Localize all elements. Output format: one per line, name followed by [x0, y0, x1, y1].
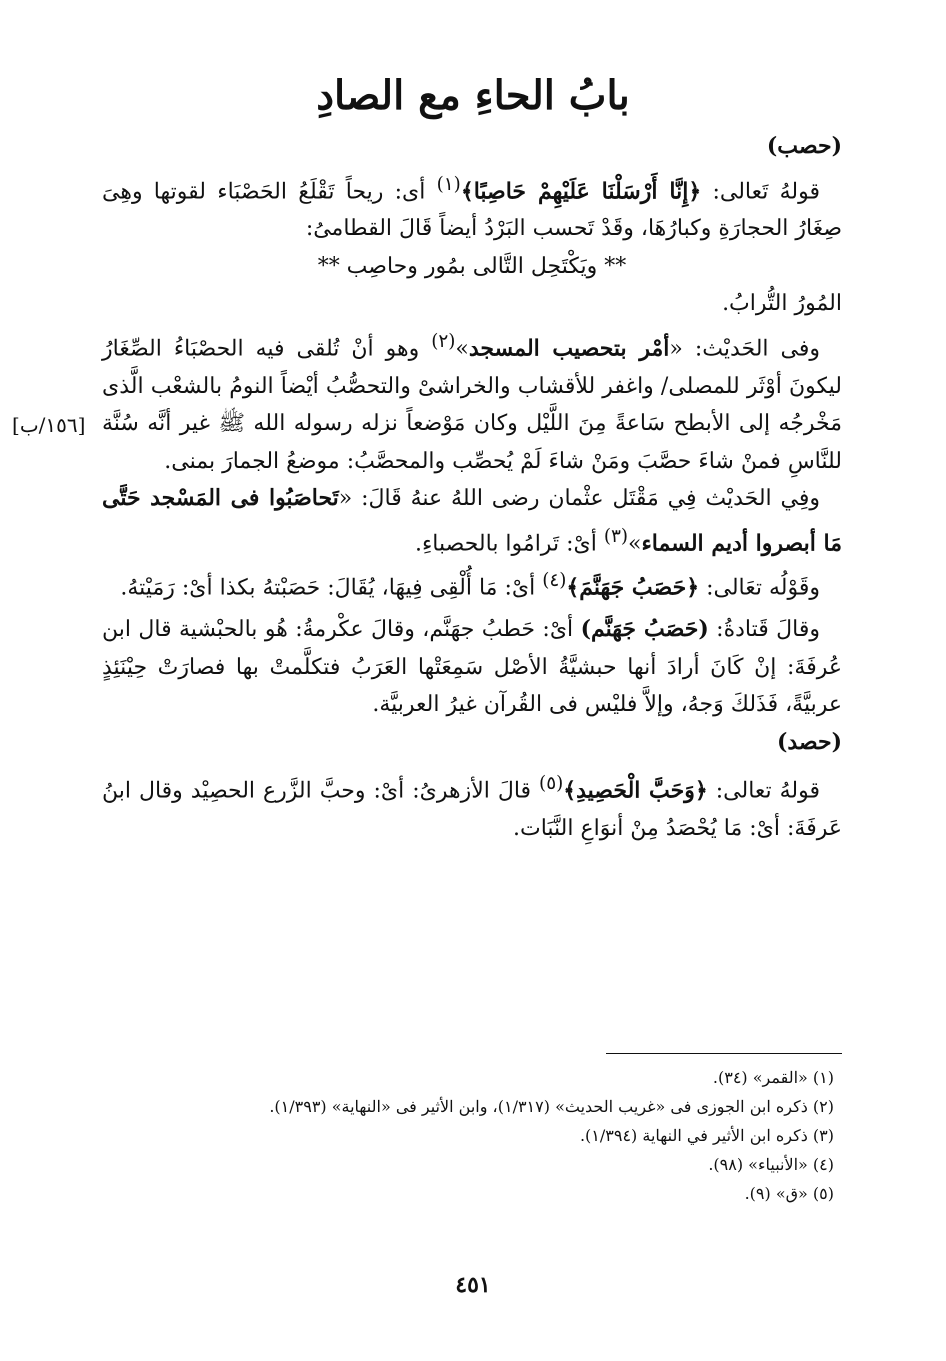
text-run: وفى الحَديْث: « [669, 336, 820, 362]
chapter-title: بابُ الحاءِ مع الصادِ [316, 72, 630, 119]
footnote-marker: (٢) [431, 330, 456, 352]
footnote-marker: (٥) [539, 773, 564, 795]
paragraph [102, 611, 842, 724]
quran-quote: ﴿حَصَبُ جَهَنَّمَ﴾ [566, 574, 700, 601]
quran-quote: ﴿إِنَّا أَرْسَلْنَا عَلَيْهِمْ حَاصِبًا﴾ [460, 177, 702, 204]
section-heading-hasab: (حصب) [766, 133, 842, 159]
footnote-marker: (١) [436, 173, 461, 195]
text-run: قولهُ تعالى: [707, 778, 820, 804]
poetry-verse: ** ويَكْتَحِل التَّالى بمُور وحاصِب ** [317, 253, 627, 279]
footnotes [102, 1063, 842, 1208]
footnote: (٢) ذكره ابن الجوزى فى «غريب الحديث» (١/٣١٧)، وابن الأثير فى «النهاية» (١/٣٩٣). [269, 1097, 834, 1116]
paragraph: المُورُ التُّرابُ. [722, 291, 842, 317]
footnote: (٥) «ق» (٩). [744, 1184, 834, 1203]
text-run: أى: ريحاً تَقْلَعُ الحَصْبَاء لقوتها وهِىَ صِغَارُ الحجارَةِ وكبارُهَا، وقَدْ تَحسب البَرْدُ أيضاً قَالَ القطامىُ: [102, 178, 842, 242]
text-run: » [627, 530, 642, 556]
paragraph [102, 562, 842, 607]
paragraph [102, 166, 842, 248]
hadith-quote: تَحاصَبُوا فى المَسْجد حَتَّى مَا أبصروا أديم السماء [102, 485, 842, 556]
quran-quote: (حَصَبُ جَهَنَّم) [580, 616, 709, 643]
footnote-marker: (٣) [603, 525, 628, 547]
footnote-marker: (٤) [542, 570, 567, 592]
text-run: وهو أنْ تُلقى فيه الحصْبَاءُ الصِّغَارُ ليكونَ أوْثَر للمصلى/ واغفر للأقشاب والخراشىْ والتحصُّبُ أيْضاً النومُ بالشعْب الَّذى مَخْرجُه إلى الأبطح سَاعةً مِنَ اللَّيْل وكان مَوْضعاً نزله رسوله الله ﷺ غير أنَّه سُنَّة للنَّاسِ فمنْ شاءَ حصَّبَ ومَنْ شاءَ لَمْ يُحصِّب والمحصَّبُ: موضعُ الجمارَ بمنى. [102, 336, 842, 474]
text-run: أىْ: حَطبُ جهَنَّم، وقالَ عكْرمةُ: هُو بالحبْشية قال ابن عُرفَةَ: إنْ كَانَ أرادَ أنها حبشيَّةُ الأصْل سَمِعَتْها العَرَبُ فتكلَّمتْ بها فصارَتْ حِيْنَئِذٍ عربيَّةً، فَذَلكَ وَجهُ، وإلاَّ فليْس فى القُرآن غيرُ العربيَّة. [102, 617, 842, 718]
paragraph [102, 323, 842, 480]
text-run: أىْ: مَا أُلْقِى فِيهَا، يُقَالَ: حَصَبْتهُ بكذا أىْ: رَمَيْتهُ. [120, 575, 543, 601]
section-heading-hasad: (حصد) [776, 728, 842, 755]
footnote: (٤) «الأنبياء» (٩٨). [708, 1155, 834, 1174]
manuscript-folio-reference: [١٥٦/ب] [12, 413, 86, 437]
quran-quote: ﴿وَحَبَّ الْحَصِيدِ﴾ [563, 777, 708, 804]
main-text [102, 128, 842, 848]
footnote: (١) «القمر» (٣٤). [712, 1068, 834, 1087]
footnote-separator [606, 1053, 842, 1054]
text-run: أىْ: تَرامُوا بالحصباءِ. [414, 530, 604, 556]
text-run: قالَ الأزهرىُ: أىْ: وحبَّ الزَّرع الحصِيْد وقال ابنُ عَرفَةَ: أىْ: مَا يُحْصَدُ مِنْ أنوَاعِ النَّبَات. [102, 778, 842, 842]
hadith-quote: أمْر بتحصيب المسجد [468, 335, 670, 362]
paragraph [102, 765, 842, 847]
text-run: وفِي الحَديْث فِي مَقْتَل عثْمان رضى اللهُ عنهُ قَالَ: « [338, 486, 820, 512]
text-run: وقالَ قَتادةُ: [708, 617, 820, 643]
text-run: قولهُ تَعالى: [701, 178, 821, 204]
footnote: (٣) ذكره ابن الأثير في النهاية (١/٣٩٤). [579, 1126, 834, 1145]
paragraph [102, 480, 842, 562]
text-run: وقَوْلُه تعَالى: [699, 575, 820, 601]
text-run: » [455, 336, 469, 362]
page-number: ٤٥١ [455, 1272, 491, 1298]
